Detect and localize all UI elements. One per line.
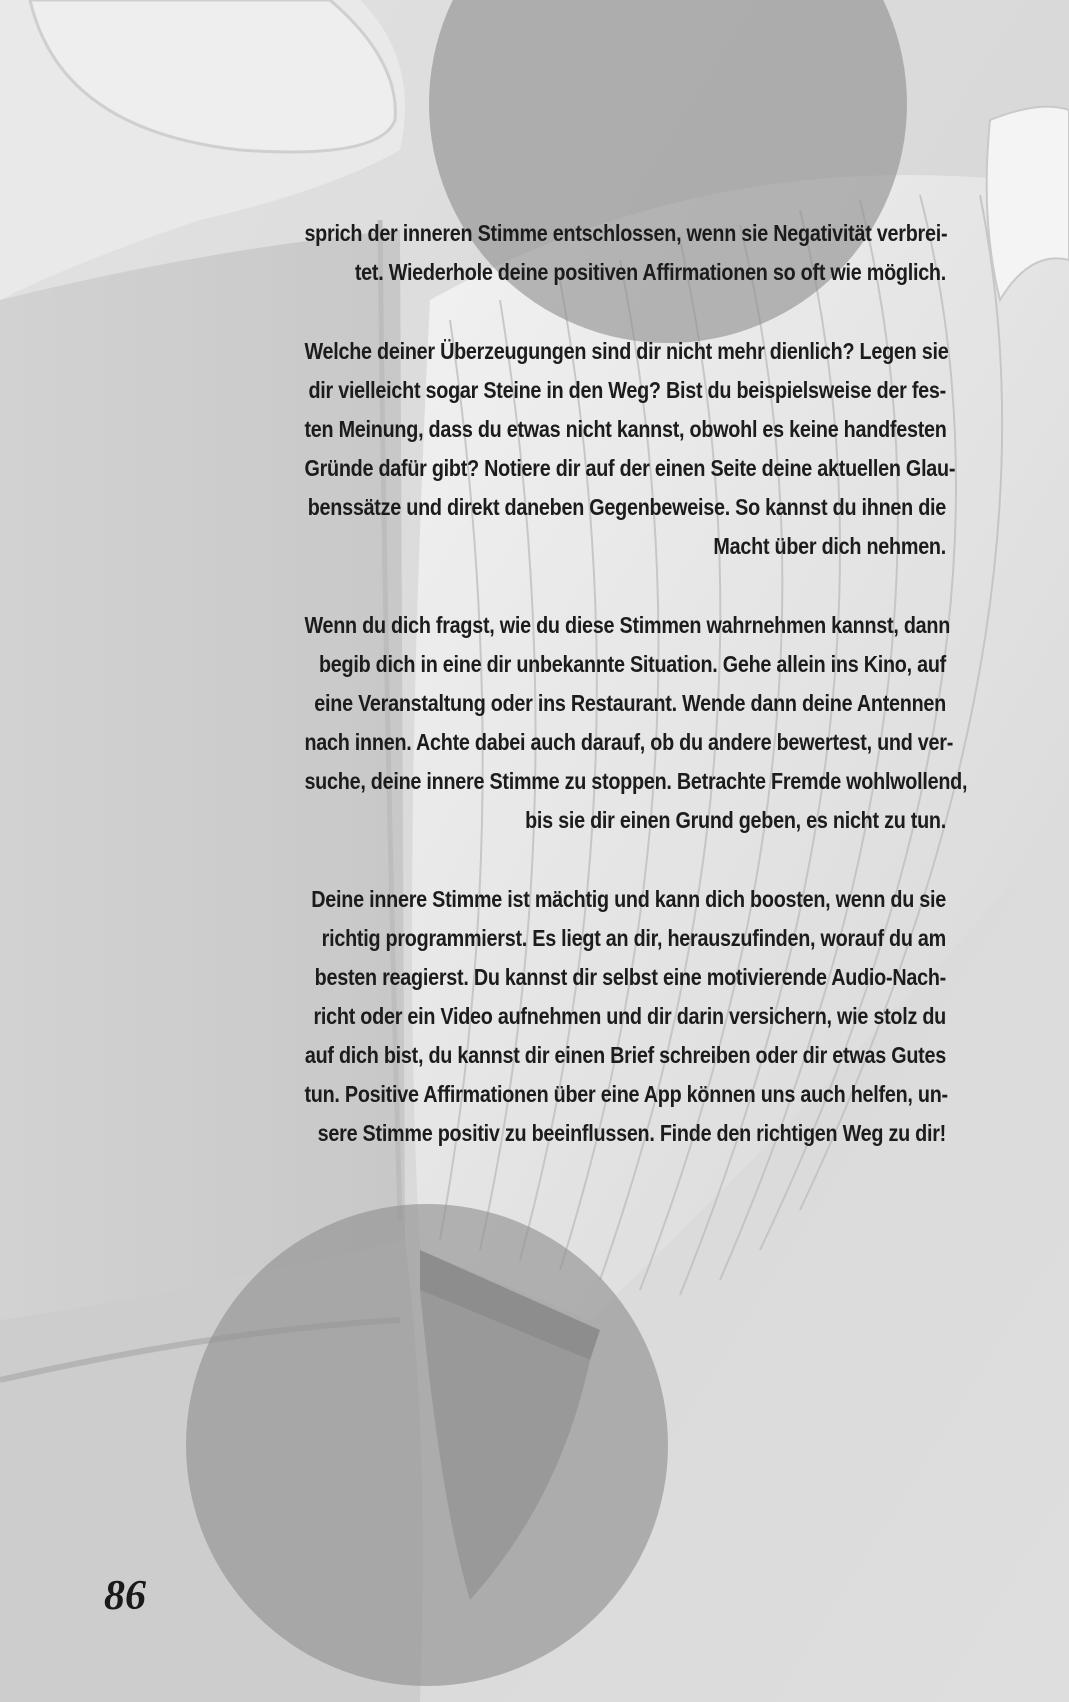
paragraph-4 <box>200 880 946 1153</box>
paragraph-3 <box>200 606 968 840</box>
text-line: eine Veranstaltung oder ins Restaurant. Wende dann deine Antennen <box>314 690 947 716</box>
paragraph-1 <box>200 214 946 292</box>
text-line: Macht über dich nehmen. <box>713 533 946 559</box>
text-line: Welche deiner Überzeugungen sind dir nicht mehr dienlich? Legen sie <box>304 338 949 364</box>
text-line: Deine innere Stimme ist mächtig und kann dich boosten, wenn du sie <box>311 886 947 912</box>
text-line: sprich der inneren Stimme entschlossen, wenn sie Negativität verbrei- <box>304 220 948 246</box>
bottom-circle <box>186 1204 668 1686</box>
paragraph-2 <box>200 332 956 566</box>
text-line: ten Meinung, dass du etwas nicht kannst, obwohl es keine handfesten <box>304 416 947 442</box>
text-line: dir vielleicht sogar Steine in den Weg? Bist du beispielsweise der fes- <box>308 377 946 403</box>
text-line: auf dich bist, du kannst dir einen Brief schreiben oder dir etwas Gutes <box>304 1042 946 1068</box>
text-line: sere Stimme positiv zu beeinflussen. Finde den richtigen Weg zu dir! <box>317 1120 946 1146</box>
text-line: richt oder ein Video aufnehmen und dir darin versichern, wie stolz du <box>313 1003 946 1029</box>
text-line: suche, deine innere Stimme zu stoppen. Betrachte Fremde wohlwollend, <box>304 768 968 794</box>
text-line: richtig programmierst. Es liegt an dir, herauszufinden, worauf du am <box>321 925 946 951</box>
text-line: Gründe dafür gibt? Notiere dir auf der einen Seite deine aktuellen Glau- <box>304 455 956 481</box>
text-line: begib dich in eine dir unbekannte Situation. Gehe allein ins Kino, auf <box>318 651 946 677</box>
text-line: tet. Wiederhole deine positiven Affirmationen so oft wie möglich. <box>354 259 946 285</box>
page-number: 86 <box>104 1573 146 1619</box>
text-line: besten reagierst. Du kannst dir selbst eine motivierende Audio-Nach- <box>314 964 946 990</box>
text-line: Wenn du dich fragst, wie du diese Stimmen wahrnehmen kannst, dann <box>304 612 951 638</box>
text-line: bis sie dir einen Grund geben, es nicht zu tun. <box>525 807 946 833</box>
text-line: benssätze und direkt daneben Gegenbeweise. So kannst du ihnen die <box>307 494 946 520</box>
text-line: nach innen. Achte dabei auch darauf, ob du andere bewertest, und ver- <box>304 729 954 755</box>
text-line: tun. Positive Affirmationen über eine App können uns auch helfen, un- <box>304 1081 948 1107</box>
